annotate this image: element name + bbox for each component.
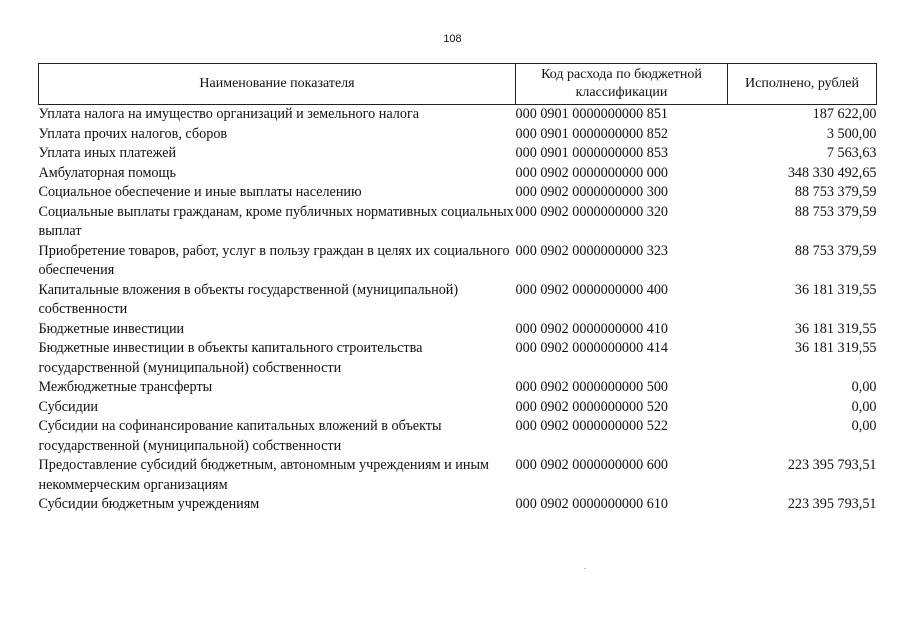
- table-row: [39, 183, 877, 203]
- scan-speck: [584, 568, 586, 569]
- row-code-cell: 000 0902 0000000000 500: [515, 379, 669, 395]
- table-header: [39, 64, 877, 105]
- row-name-cell: Социальное обеспечение и иные выплаты населению: [38, 184, 362, 200]
- table-row: [39, 164, 877, 184]
- row-code-cell: 000 0902 0000000000 400: [515, 281, 669, 298]
- row-name-cell: Субсидии: [38, 398, 99, 415]
- row-value-cell: 36 181 319,55: [794, 340, 877, 356]
- row-name-cell: Социальные выплаты гражданам, кроме публичных нормативных социальных выплат: [38, 203, 514, 239]
- header-expense-code: Код расхода по бюджетной классификации: [516, 64, 728, 105]
- row-value-cell: 223 395 793,51: [787, 496, 877, 512]
- row-code-cell: 000 0901 0000000000 853: [515, 145, 669, 161]
- row-name-cell: Бюджетные инвестиции: [38, 320, 185, 337]
- row-code-cell: 000 0902 0000000000 522: [515, 418, 669, 434]
- table-row: [39, 417, 877, 456]
- table-row: [39, 281, 877, 320]
- row-name-cell: Предоставление субсидий бюджетным, автономным учреждениям и иным некоммерческим организациям: [38, 457, 489, 493]
- table-row: [39, 125, 877, 145]
- row-value-cell: 36 181 319,55: [794, 320, 877, 337]
- budget-execution-table: [38, 63, 877, 515]
- table-row: [39, 378, 877, 398]
- row-name-cell: Бюджетные инвестиции в объекты капитального строительства государственной (муниципальной) собственности: [38, 340, 423, 376]
- row-name-cell: Капитальные вложения в объекты государственной (муниципальной) собственности: [38, 281, 459, 317]
- row-value-cell: 88 753 379,59: [794, 242, 877, 259]
- table-row: [39, 242, 877, 281]
- table-row: [39, 203, 877, 242]
- row-value-cell: 223 395 793,51: [787, 457, 877, 473]
- row-code-cell: 000 0901 0000000000 852: [515, 125, 669, 142]
- table-row: [39, 456, 877, 495]
- row-code-cell: 000 0902 0000000000 414: [515, 340, 669, 356]
- row-value-cell: 88 753 379,59: [794, 203, 877, 220]
- row-value-cell: 7 563,63: [826, 145, 877, 161]
- row-name-cell: Уплата иных платежей: [38, 145, 177, 161]
- row-code-cell: 000 0902 0000000000 323: [515, 242, 669, 259]
- header-executed-amount: Исполнено, рублей: [728, 64, 877, 105]
- row-name-cell: Уплата налога на имущество организаций и земельного налога: [38, 106, 420, 122]
- table-row: [39, 105, 877, 125]
- row-code-cell: 000 0902 0000000000 320: [515, 203, 669, 220]
- row-code-cell: 000 0902 0000000000 300: [515, 184, 669, 200]
- row-name-cell: Приобретение товаров, работ, услуг в пользу граждан в целях их социального обеспечения: [38, 242, 510, 278]
- row-value-cell: 3 500,00: [826, 125, 877, 142]
- row-code-cell: 000 0902 0000000000 610: [515, 496, 669, 512]
- row-code-cell: 000 0902 0000000000 520: [515, 398, 669, 415]
- header-row: [39, 64, 877, 105]
- row-value-cell: 0,00: [851, 379, 877, 395]
- table-row: [39, 339, 877, 378]
- table-body: [39, 105, 877, 515]
- table-row: [39, 398, 877, 418]
- table-row: [39, 320, 877, 340]
- row-value-cell: 187 622,00: [812, 106, 877, 122]
- header-indicator-name: Наименование показателя: [39, 64, 516, 105]
- row-code-cell: 000 0902 0000000000 600: [515, 457, 669, 473]
- row-name-cell: Субсидии на софинансирование капитальных вложений в объекты государственной (муниципальной) собственности: [38, 418, 442, 454]
- row-value-cell: 36 181 319,55: [794, 281, 877, 298]
- row-name-cell: Субсидии бюджетным учреждениям: [38, 496, 260, 512]
- page-number: 108: [443, 33, 462, 45]
- row-code-cell: 000 0902 0000000000 410: [515, 320, 669, 337]
- row-name-cell: Уплата прочих налогов, сборов: [38, 125, 228, 142]
- table-row: [39, 495, 877, 515]
- row-value-cell: 88 753 379,59: [794, 184, 877, 200]
- row-value-cell: 348 330 492,65: [787, 164, 877, 181]
- row-value-cell: 0,00: [851, 398, 877, 415]
- row-value-cell: 0,00: [851, 418, 877, 434]
- row-name-cell: Амбулаторная помощь: [38, 164, 176, 181]
- row-code-cell: 000 0902 0000000000 000: [515, 164, 669, 181]
- table-row: [39, 144, 877, 164]
- row-code-cell: 000 0901 0000000000 851: [515, 106, 669, 122]
- row-name-cell: Межбюджетные трансферты: [38, 379, 213, 395]
